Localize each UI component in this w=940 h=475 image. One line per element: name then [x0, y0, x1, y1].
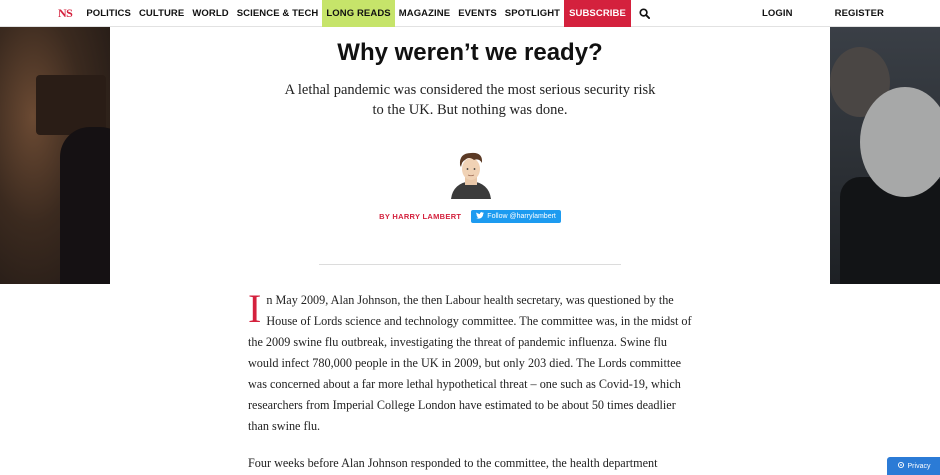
article-title: Why weren’t we ready?	[337, 39, 603, 66]
register-link[interactable]: REGISTER	[834, 8, 884, 19]
subscribe-button[interactable]: SUBSCRIBE	[564, 0, 631, 27]
hero-photo-left	[0, 27, 110, 284]
search-icon[interactable]	[631, 0, 658, 27]
nav-item-culture[interactable]: CULTURE	[138, 8, 185, 19]
privacy-label: Privacy	[907, 462, 931, 470]
lectern-shape	[36, 75, 106, 135]
twitter-follow-button[interactable]	[471, 210, 561, 223]
site-logo[interactable]: NS	[58, 6, 73, 20]
article-standfirst: A lethal pandemic was considered the most serious security risk to the UK. But nothing was done.	[284, 82, 656, 118]
nav-item-spotlight[interactable]: SPOTLIGHT	[504, 8, 561, 19]
login-link[interactable]: LOGIN	[762, 8, 793, 19]
article-paragraph: Four weeks before Alan Johnson responded to the committee, the health department	[248, 456, 658, 470]
author-avatar[interactable]	[445, 147, 497, 199]
nav-left	[58, 0, 658, 27]
header-divider	[319, 264, 621, 265]
paragraph-text: n May 2009, Alan Johnson, the then Labour health secretary, was questioned by the House of Lords science and technology committee. The committee was, in the midst of the 2009 swine flu outbreak, investigating the threat of pandemic influenza. Swine flu would infect 780,000 people in the UK in 2009, but only 203 died. The Lords committee was concerned about a far more lethal hypothetical threat – one such as Covid-19, which researchers from Imperial College London have estimated to be about 50 times deadlier than swine flu.	[248, 293, 692, 433]
nav-item-events[interactable]: EVENTS	[458, 8, 497, 19]
nav-item-science-tech[interactable]: SCIENCE & TECH	[236, 8, 319, 19]
drop-cap: I	[248, 286, 262, 331]
nav-item-magazine[interactable]: MAGAZINE	[398, 8, 451, 19]
article-body	[248, 286, 696, 475]
nav-item-long-reads[interactable]: LONG READS	[322, 0, 394, 27]
audience-grey-head	[860, 87, 940, 197]
byline-row	[110, 210, 830, 223]
hero-photo-right	[830, 27, 940, 284]
nav-item-politics[interactable]: POLITICS	[86, 8, 131, 19]
nav-item-world[interactable]: WORLD	[192, 8, 229, 19]
article-header	[110, 27, 830, 284]
author-byline[interactable]: BY HARRY LAMBERT	[379, 212, 462, 221]
article-paragraph	[248, 286, 696, 437]
privacy-button[interactable]	[887, 457, 940, 475]
twitter-bird-icon	[476, 212, 484, 221]
twitter-follow-label: Follow @harrylambert	[487, 213, 556, 220]
top-navigation	[0, 0, 940, 27]
gear-icon	[897, 461, 908, 471]
nav-right	[724, 0, 888, 27]
